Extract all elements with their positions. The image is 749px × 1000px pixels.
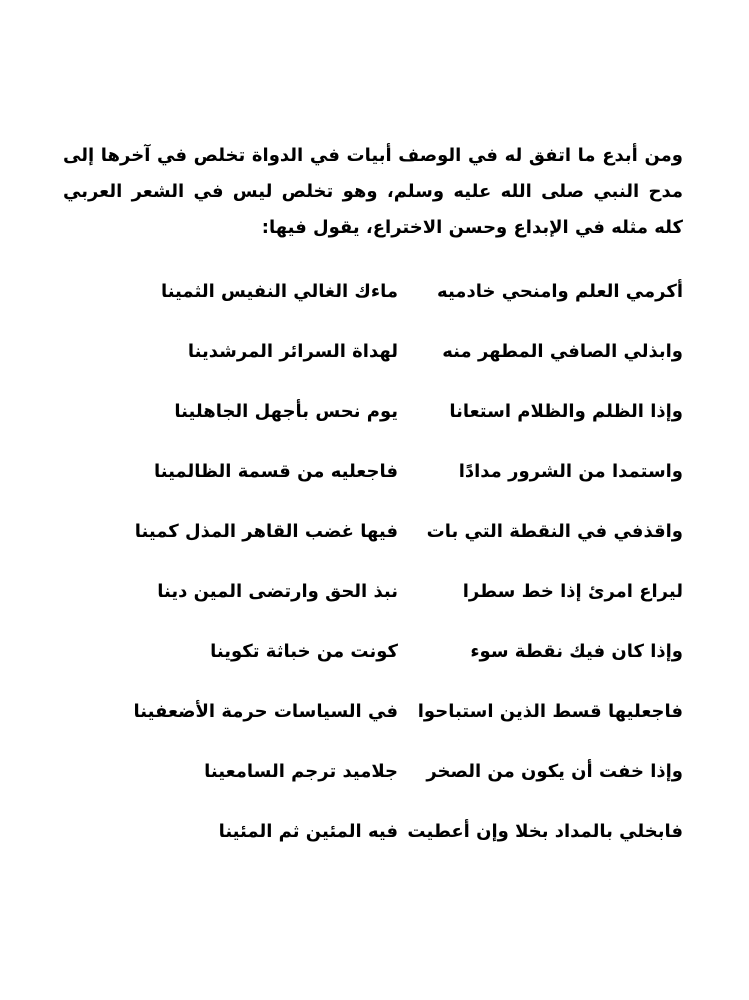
verse-first-hemistich: واستمدا من الشرور مدادًا [458, 461, 683, 482]
verse-first-hemistich: وإذا كان فيك نقطة سوء [470, 641, 683, 662]
verse-line [63, 332, 683, 392]
verse-second-hemistich: فيه المئين ثم المئينا [218, 821, 398, 842]
verse-second-hemistich: كونت من خباثة تكوينا [210, 641, 398, 662]
verse-line [63, 812, 683, 872]
verse-first-hemistich: فابخلي بالمداد بخلا وإن أعطيت [407, 821, 683, 842]
verse-line [63, 752, 683, 812]
verse-line [63, 512, 683, 572]
verse-first-hemistich: أكرمي العلم وامنحي خادميه [437, 281, 683, 302]
verse-second-hemistich: ماءك الغالي النفيس الثمينا [160, 281, 398, 302]
verse-line [63, 392, 683, 452]
verse-second-hemistich: يوم نحس بأجهل الجاهلينا [174, 401, 398, 422]
verse-second-hemistich: جلاميد ترجم السامعينا [204, 761, 398, 782]
verse-line [63, 272, 683, 332]
verse-first-hemistich: وإذا خفت أن يكون من الصخر [426, 761, 683, 782]
verse-first-hemistich: وابذلي الصافي المطهر منه [442, 341, 683, 362]
verse-line [63, 632, 683, 692]
verse-second-hemistich: في السياسات حرمة الأضعفينا [133, 701, 398, 722]
verse-first-hemistich: ليراع امرئ إذا خط سطرا [462, 581, 683, 602]
verse-second-hemistich: لهداة السرائر المرشدينا [187, 341, 398, 362]
verse-second-hemistich: فيها غضب القاهر المذل كمينا [134, 521, 398, 542]
verse-line [63, 572, 683, 632]
verse-second-hemistich: نبذ الحق وارتضى المين دينا [157, 581, 398, 602]
verse-first-hemistich: وإذا الظلم والظلام استعانا [449, 401, 683, 422]
poem-verses [63, 272, 683, 872]
intro-paragraph: ومن أبدع ما اتفق له في الوصف أبيات في الدواة تخلص في آخرها إلى مدح النبي صلى الله عليه وسلم، وهو تخلص ليس في الشعر العربي كله مثله في الإبداع وحسن الاختراع، يقول فيها: [63, 145, 683, 238]
verse-second-hemistich: فاجعليه من قسمة الظالمينا [153, 461, 398, 482]
verse-first-hemistich: واقذفي في النقطة التي بات [426, 521, 683, 542]
verse-line [63, 692, 683, 752]
verse-line [63, 452, 683, 512]
verse-first-hemistich: فاجعليها قسط الذين استباحوا [417, 701, 683, 722]
